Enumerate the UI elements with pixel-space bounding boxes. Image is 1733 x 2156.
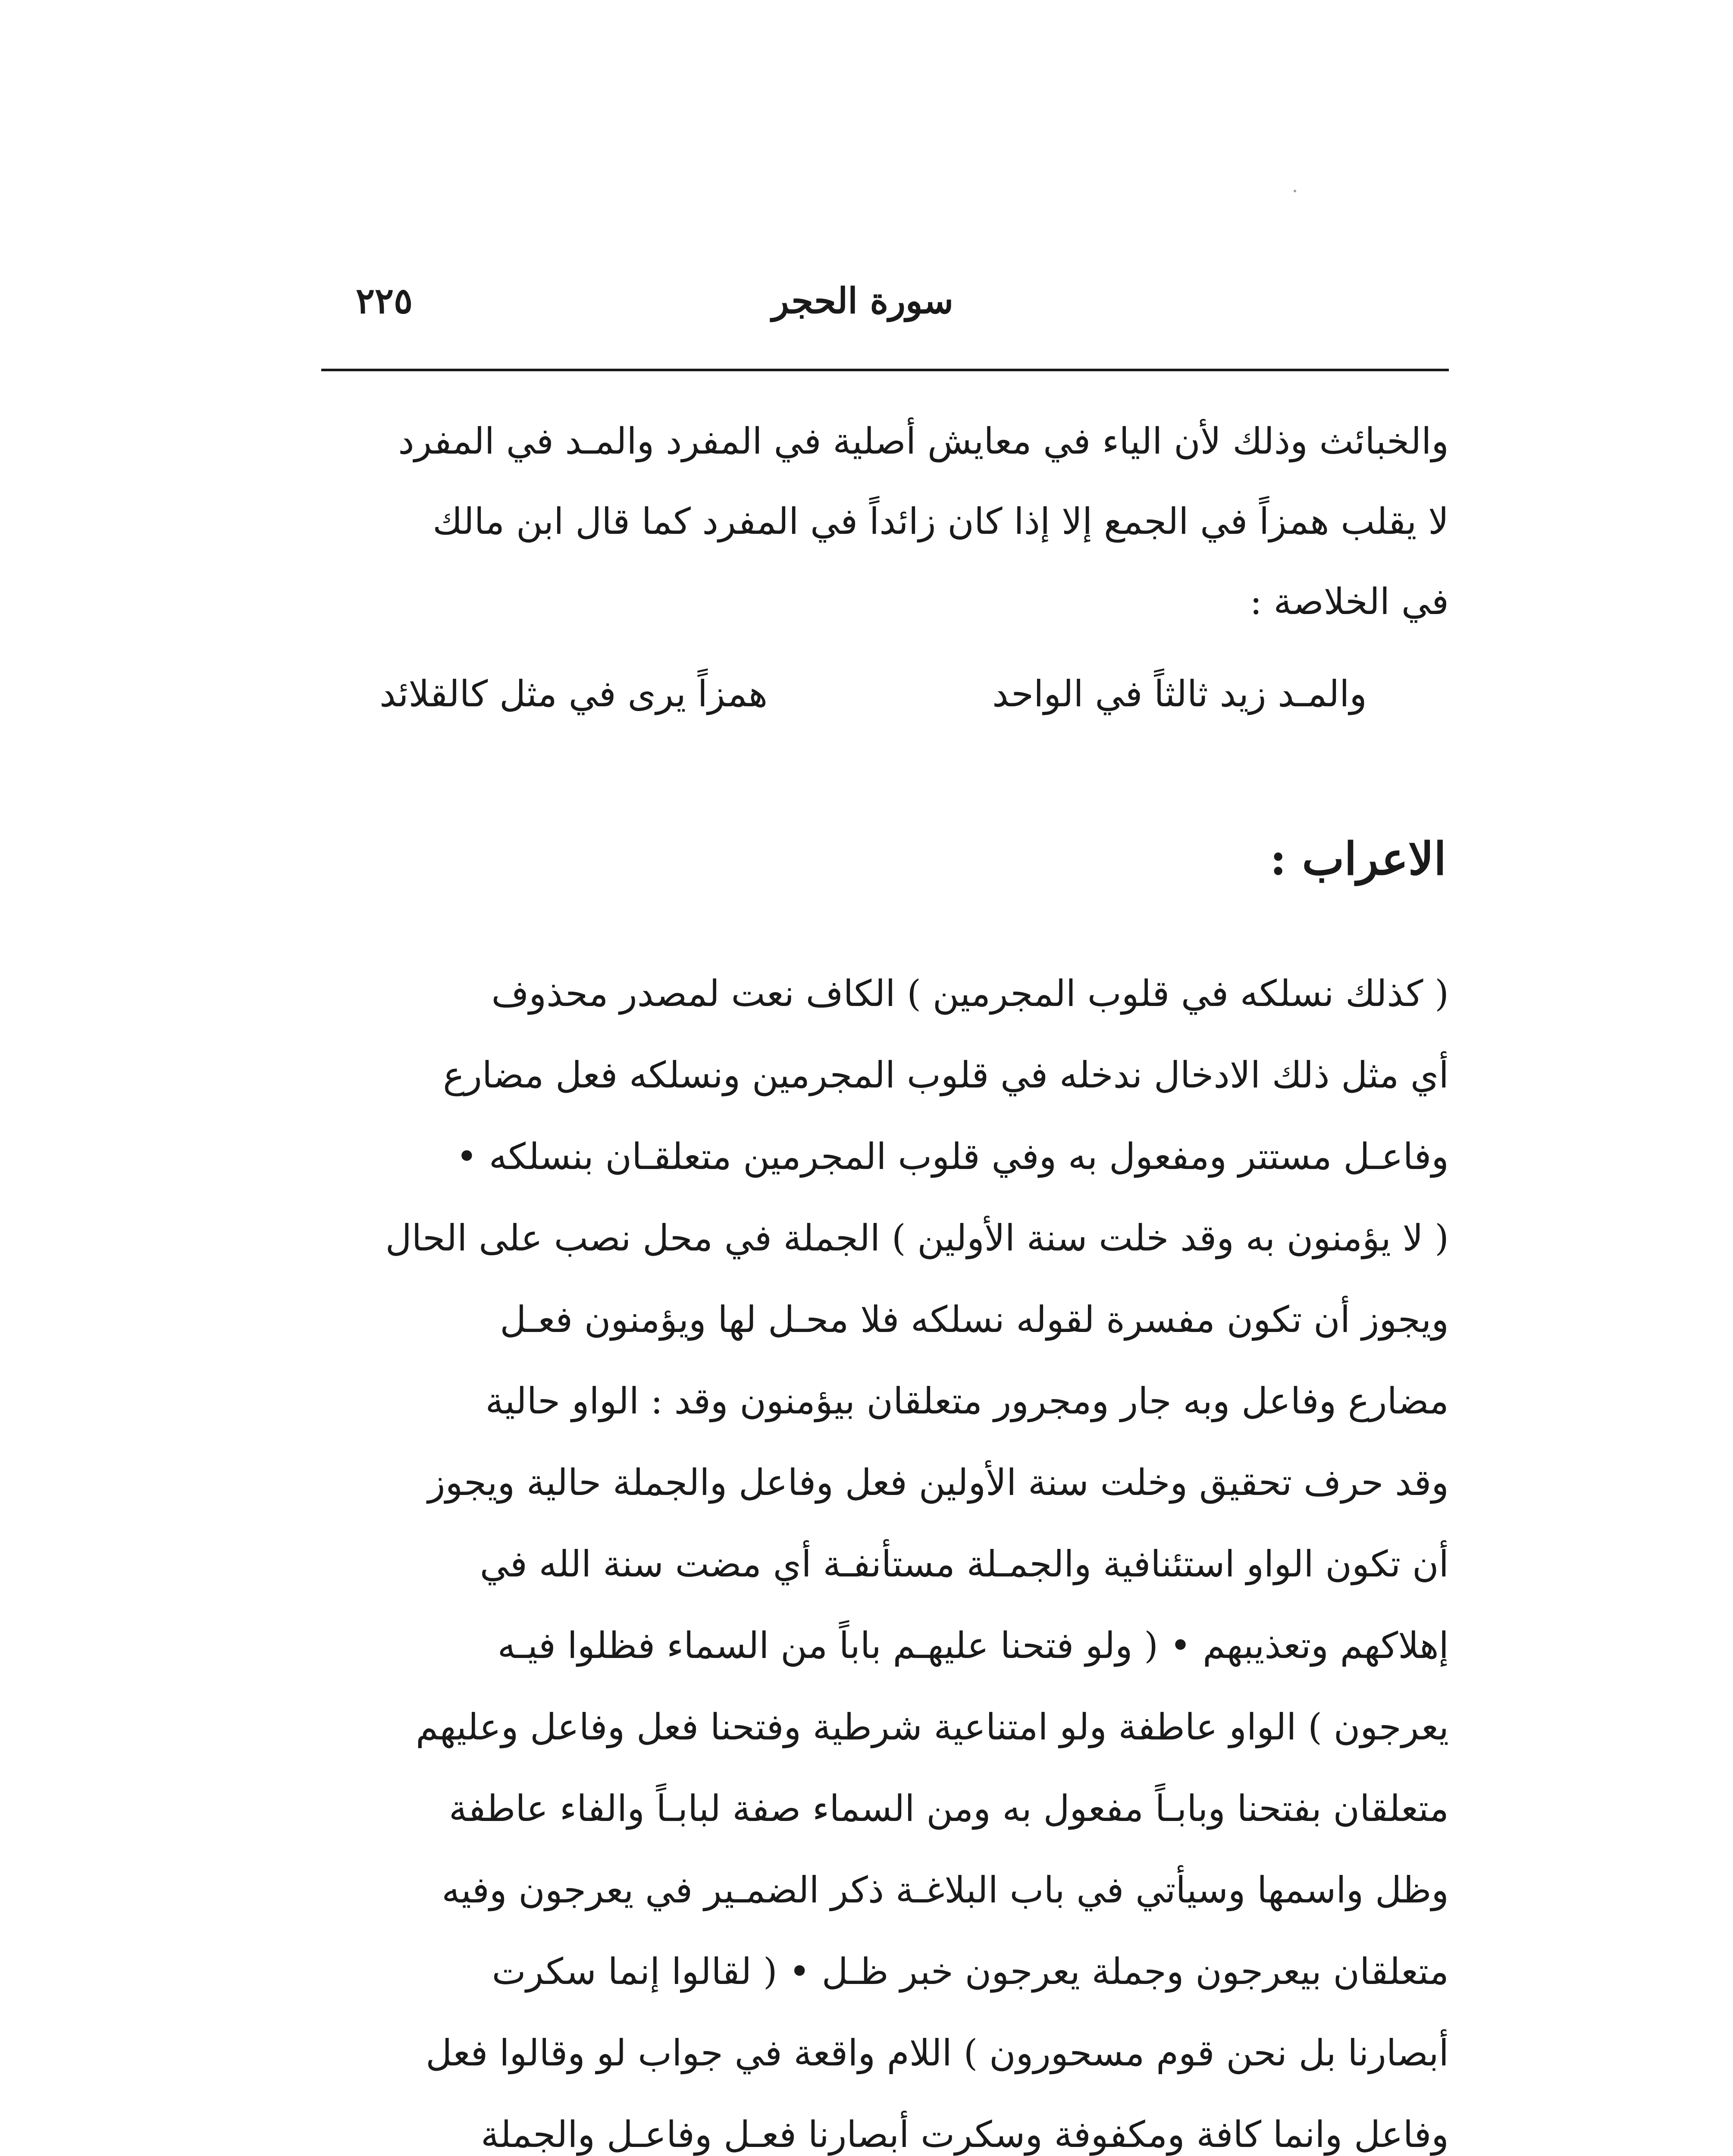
body-line: وقد حرف تحقيق وخلت سنة الأولين فعل وفاعل والجملة حالية ويجوز bbox=[428, 1461, 1449, 1504]
body-paragraph bbox=[293, 953, 1449, 2156]
body-line: إهلاكهم وتعذيبهم • ( ولو فتحنا عليهـم باباً من السماء فظلوا فيـه bbox=[497, 1624, 1449, 1667]
body-line: وفاعـل مستتر ومفعول به وفي قلوب المجرمين متعلقـان بنسلكه • bbox=[456, 1135, 1449, 1178]
section-heading: الاعراب : bbox=[1269, 832, 1446, 885]
body-line: ( كذلك نسلكه في قلوب المجرمين ) الكاف نعت لمصدر محذوف bbox=[491, 972, 1449, 1015]
page-number: ٢٢٥ bbox=[356, 280, 413, 322]
intro-paragraph bbox=[293, 401, 1449, 642]
scan-speck bbox=[1294, 190, 1296, 192]
surah-title: سورة الحجر bbox=[772, 280, 954, 322]
verse-first-hemistich: والمـد زيد ثالثاً في الواحد bbox=[992, 673, 1367, 715]
body-line: أبصارنا بل نحن قوم مسحورون ) اللام واقعة في جواب لو وقالوا فعل bbox=[426, 2032, 1449, 2074]
body-line: وفاعل وانما كافة ومكفوفة وسكرت أبصارنا فعـل وفاعـل والجملة bbox=[480, 2113, 1449, 2156]
verse-second-hemistich: همزاً يرى في مثل كالقلائد bbox=[379, 673, 768, 715]
poetry-verse bbox=[379, 673, 1367, 733]
body-line: ويجوز أن تكون مفسرة لقوله نسلكه فلا محـل لها ويؤمنون فعـل bbox=[500, 1298, 1449, 1341]
body-line: ( لا يؤمنون به وقد خلت سنة الأولين ) الجملة في محل نصب على الحال bbox=[385, 1217, 1449, 1259]
intro-line: والخبائث وذلك لأن الياء في معايش أصلية في المفرد والمـد في المفرد bbox=[398, 420, 1449, 462]
body-line: يعرجون ) الواو عاطفة ولو امتناعية شرطية وفتحنا فعل وفاعل وعليهم bbox=[415, 1706, 1449, 1748]
body-line: وظل واسمها وسيأتي في باب البلاغـة ذكر الضمـير في يعرجون وفيه bbox=[442, 1869, 1449, 1911]
intro-line: لا يقلب همزاً في الجمع إلا إذا كان زائداً في المفرد كما قال ابن مالك bbox=[432, 500, 1449, 542]
page-header bbox=[321, 272, 1442, 341]
body-line: متعلقان بفتحنا وبابـاً مفعول به ومن السماء صفة لبابـاً والفاء عاطفة bbox=[449, 1787, 1449, 1830]
body-line: مضارع وفاعل وبه جار ومجرور متعلقان بيؤمنون وقد : الواو حالية bbox=[485, 1380, 1449, 1422]
header-rule bbox=[321, 369, 1449, 371]
intro-line: في الخلاصة : bbox=[1250, 580, 1449, 623]
body-line: متعلقان بيعرجون وجملة يعرجون خبر ظـل • ( لقالوا إنما سكرت bbox=[492, 1950, 1449, 1993]
body-line: أن تكون الواو استئنافية والجمـلة مستأنفـة أي مضت سنة الله في bbox=[479, 1543, 1449, 1585]
body-line: أي مثل ذلك الادخال ندخله في قلوب المجرمين ونسلكه فعل مضارع bbox=[443, 1054, 1449, 1096]
